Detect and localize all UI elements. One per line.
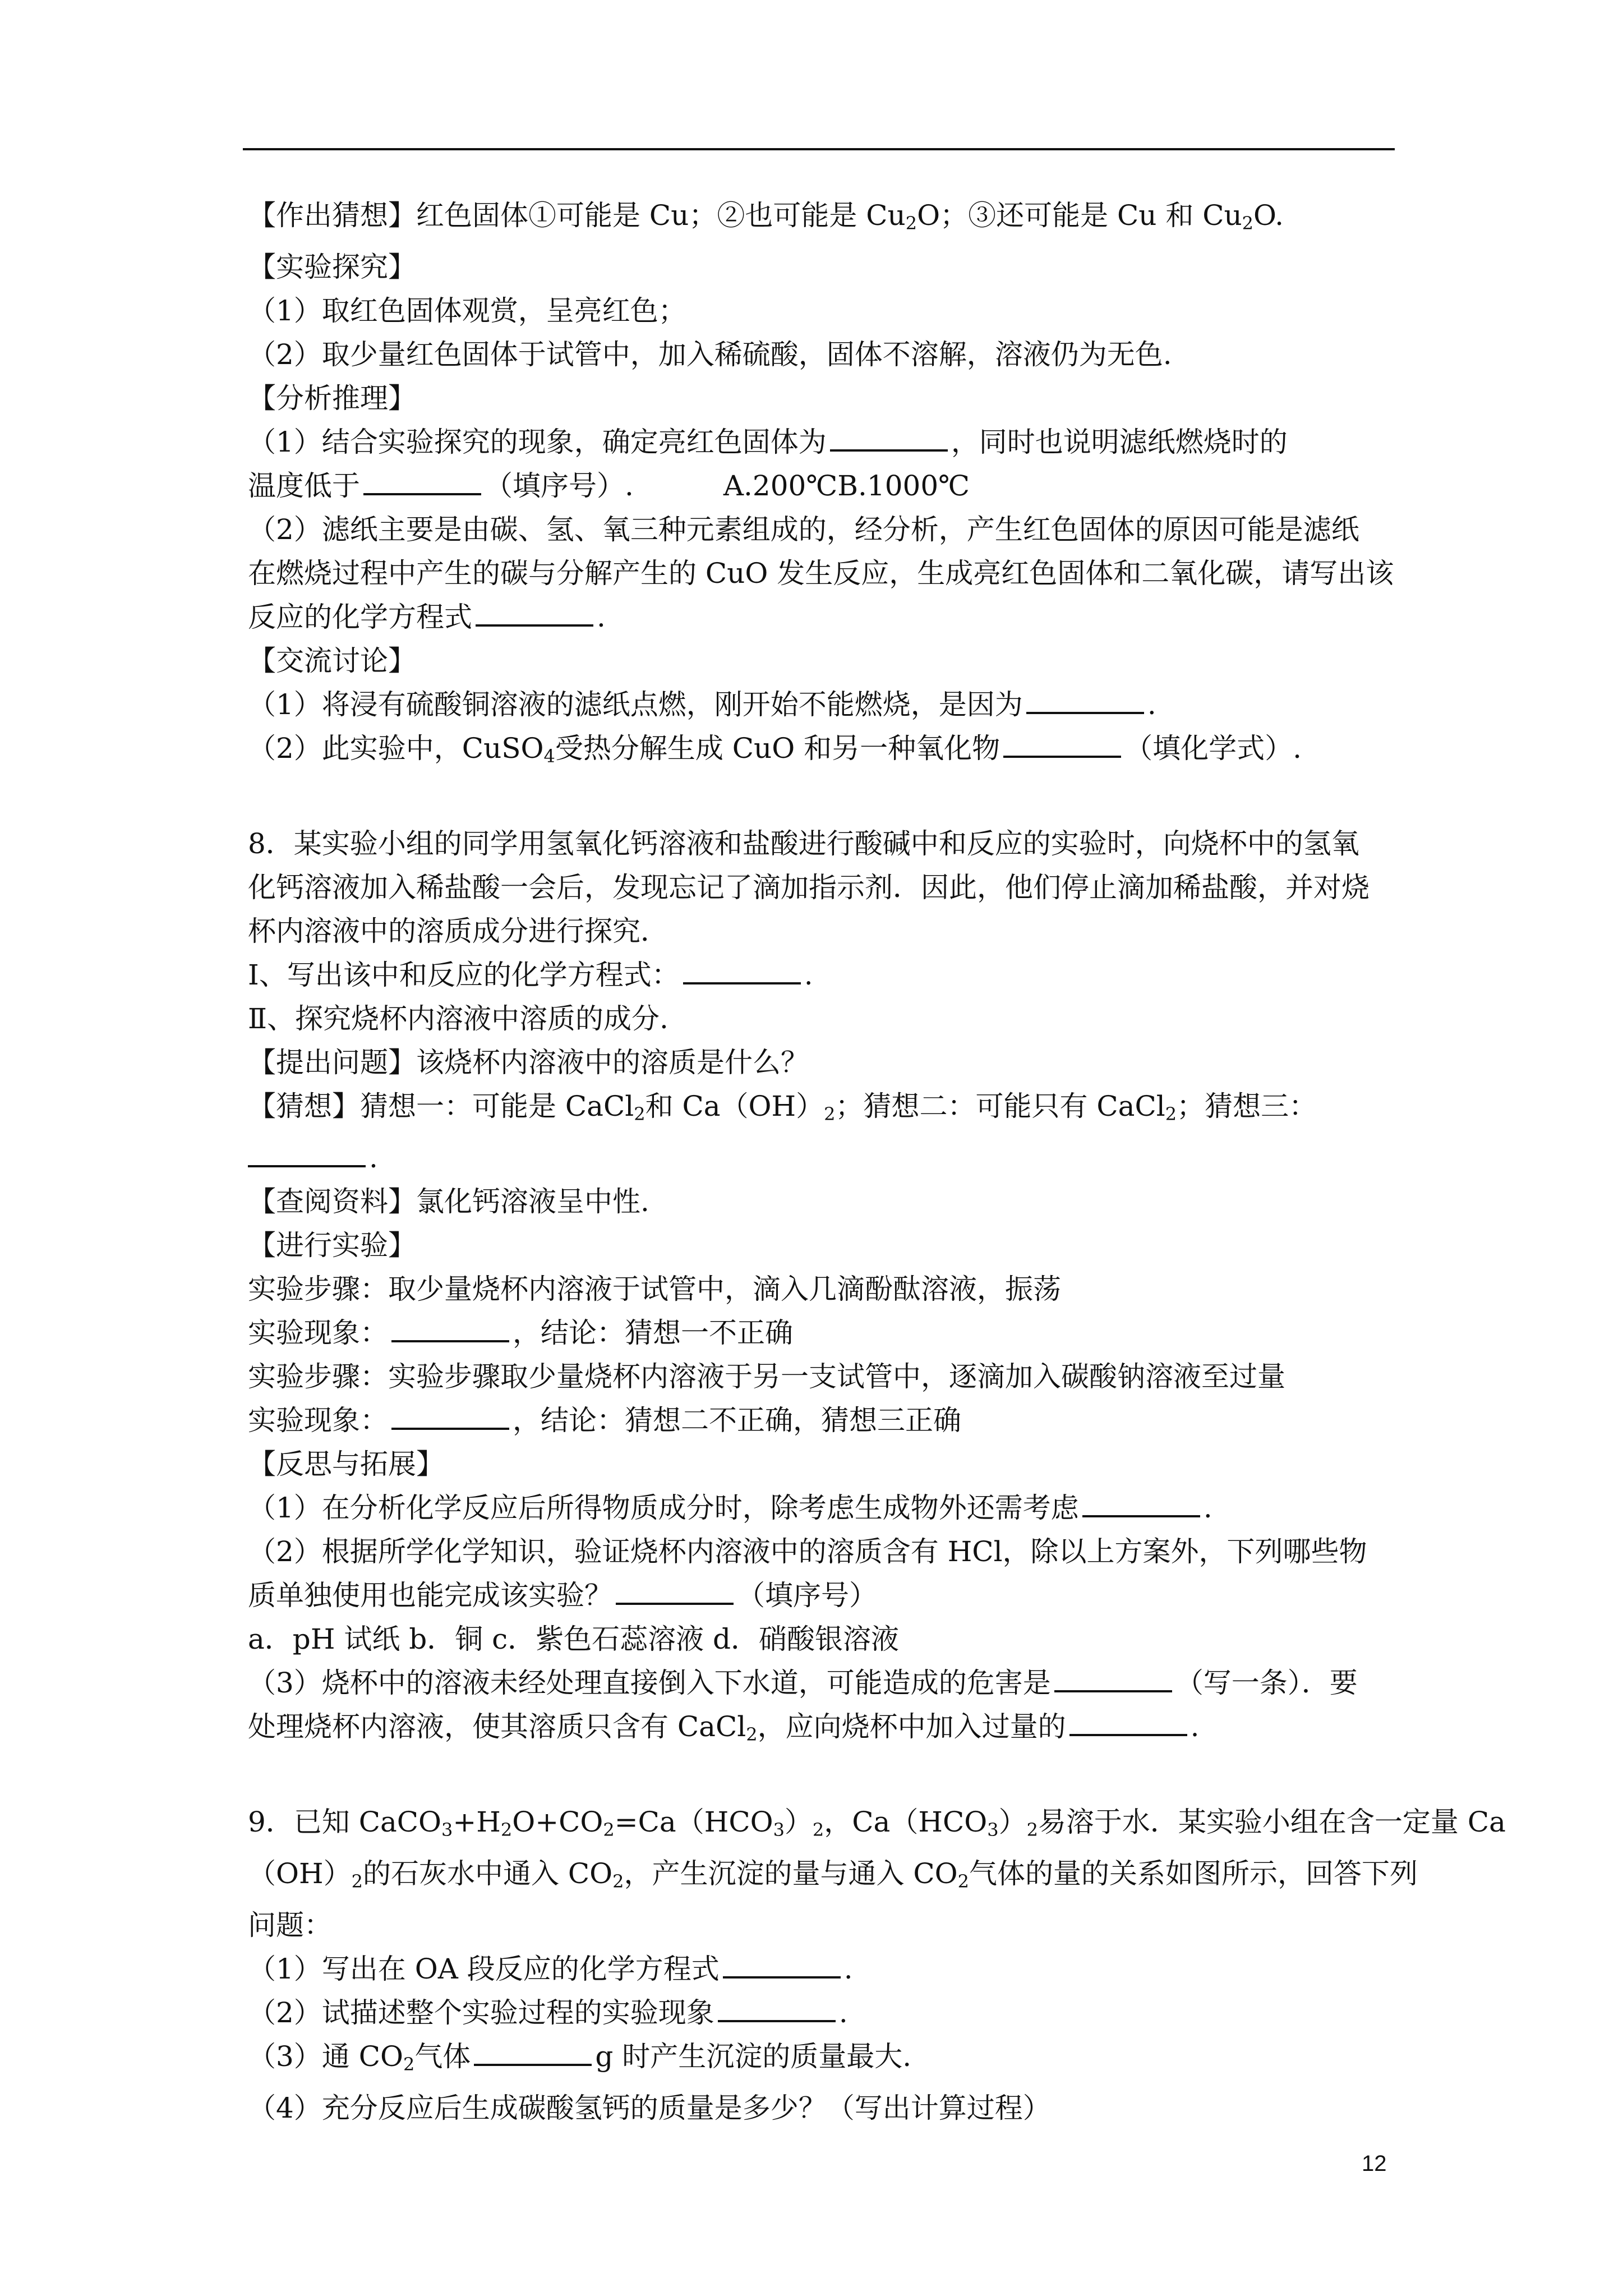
heading-discuss: 【交流讨论】 bbox=[248, 645, 416, 677]
q8-intro-1: 8．某实验小组的同学用氢氧化钙溶液和盐酸进行酸碱中和反应的实验时，向烧杯中的氢氧 bbox=[248, 827, 1359, 860]
q8-guess-3-blank bbox=[248, 1136, 1398, 1180]
subscript: 2 bbox=[500, 1819, 513, 1841]
text: 气体 bbox=[414, 2040, 471, 2073]
document-body bbox=[248, 194, 1506, 2130]
text: O. bbox=[1253, 199, 1284, 232]
text: 温度低于 bbox=[248, 470, 360, 502]
subscript: 2 bbox=[957, 1871, 969, 1892]
text: （写一条）．要 bbox=[1175, 1667, 1358, 1699]
text: 9．已知 CaCO bbox=[248, 1806, 442, 1838]
answer-blank[interactable] bbox=[1026, 711, 1144, 714]
answer-blank[interactable] bbox=[363, 492, 481, 495]
q8-reflect-2-line-2 bbox=[248, 1573, 1398, 1617]
answer-blank[interactable] bbox=[723, 1975, 841, 1978]
text: （3）通 CO bbox=[248, 2040, 403, 2073]
q8-reflect-heading: 【反思与拓展】 bbox=[248, 1448, 444, 1480]
discuss-2 bbox=[248, 726, 1398, 778]
heading-explore: 【实验探究】 bbox=[248, 251, 416, 283]
q8-intro-3: 杯内溶液中的溶质成分进行探究． bbox=[248, 915, 668, 947]
answer-blank[interactable] bbox=[1003, 754, 1121, 758]
text: （填化学式）. bbox=[1124, 732, 1302, 765]
text: （OH） bbox=[248, 1857, 352, 1890]
sec7-guess-line bbox=[248, 194, 1398, 245]
analysis-2-line-2: 在燃烧过程中产生的碳与分解产生的 CuO 发生反应，生成亮红色固体和二氧化碳，请写出该 bbox=[248, 557, 1394, 590]
subscript: 2 bbox=[603, 1819, 615, 1841]
header-rule bbox=[243, 148, 1395, 150]
explore-step-1: （1）取红色固体观赏，呈亮红色； bbox=[248, 295, 686, 327]
q9-line-3: 问题： bbox=[248, 1909, 332, 1941]
subscript: 2 bbox=[351, 1871, 363, 1892]
subscript: 2 bbox=[746, 1724, 758, 1745]
analysis-1-line-1 bbox=[248, 420, 1398, 464]
q9-sub-2 bbox=[248, 1991, 1398, 2035]
text: . bbox=[804, 959, 813, 991]
text: （1）将浸有硫酸铜溶液的滤纸点燃，刚开始不能燃烧，是因为 bbox=[248, 688, 1023, 721]
subscript: 2 bbox=[403, 2054, 415, 2075]
subscript: 2 bbox=[1026, 1819, 1038, 1841]
text: . bbox=[1203, 1492, 1212, 1524]
q8-exp-heading: 【进行实验】 bbox=[248, 1229, 416, 1262]
q8-consult: 【查阅资料】氯化钙溶液呈中性. bbox=[248, 1185, 649, 1218]
text: 质单独使用也能完成该实验？ bbox=[248, 1579, 612, 1612]
answer-blank[interactable] bbox=[391, 1339, 509, 1342]
answer-blank[interactable] bbox=[616, 1602, 734, 1605]
text: 气体的量的关系如图所示，回答下列 bbox=[969, 1857, 1418, 1890]
text: （填序号）. bbox=[485, 470, 634, 502]
text: （1）结合实验探究的现象，确定亮红色固体为 bbox=[248, 426, 827, 458]
explore-step-2: （2）取少量红色固体于试管中，加入稀硫酸，固体不溶解，溶液仍为无色. bbox=[248, 338, 1172, 371]
text: 实验现象： bbox=[248, 1317, 388, 1349]
answer-blank[interactable] bbox=[1054, 1689, 1172, 1692]
subscript: 2 bbox=[812, 1819, 824, 1841]
text: . bbox=[1147, 688, 1156, 721]
text: （2）此实验中，CuSO bbox=[248, 732, 544, 765]
text: O；③还可能是 Cu 和 Cu bbox=[917, 199, 1242, 232]
q8-reflect-2-line-1: （2）根据所学化学知识，验证烧杯内溶液中的溶质含有 HCl，除以上方案外，下列哪些物 bbox=[248, 1535, 1367, 1568]
text: （1）在分析化学反应后所得物质成分时，除考虑生成物外还需考虑 bbox=[248, 1492, 1079, 1524]
text: 的石灰水中通入 CO bbox=[362, 1857, 613, 1890]
text: Ⅰ、写出该中和反应的化学方程式： bbox=[248, 959, 680, 991]
heading-guess: 【作出猜想】 bbox=[248, 199, 416, 232]
subscript: 2 bbox=[634, 1103, 645, 1125]
answer-blank[interactable] bbox=[1082, 1514, 1200, 1517]
q8-reflect-3-line-2 bbox=[248, 1705, 1398, 1756]
text: ，结论：猜想一不正确 bbox=[513, 1317, 793, 1349]
text: ，Ca（HCO bbox=[824, 1806, 988, 1838]
q8-reflect-3-line-1 bbox=[248, 1661, 1398, 1705]
heading-analysis: 【分析推理】 bbox=[248, 382, 416, 415]
text: （2）试描述整个实验过程的实验现象 bbox=[248, 1996, 714, 2029]
section-gap bbox=[248, 1756, 1398, 1800]
text: （3）烧杯中的溶液未经处理直接倒入下水道，可能造成的危害是 bbox=[248, 1667, 1051, 1699]
answer-blank[interactable] bbox=[391, 1427, 509, 1430]
q8-step-1: 实验步骤：取少量烧杯内溶液于试管中，滴入几滴酚酞溶液，振荡 bbox=[248, 1273, 1061, 1305]
options-text: A.200℃B.1000℃ bbox=[723, 470, 970, 502]
q8-reflect-1 bbox=[248, 1486, 1398, 1530]
q9-line-2 bbox=[248, 1852, 1418, 1903]
text: 受热分解生成 CuO 和另一种氧化物 bbox=[555, 732, 1000, 765]
section-gap bbox=[248, 778, 1398, 822]
text: ） bbox=[784, 1806, 813, 1838]
analysis-2-line-3 bbox=[248, 595, 1398, 639]
text: ，结论：猜想二不正确，猜想三正确 bbox=[513, 1404, 961, 1437]
text: +H bbox=[453, 1806, 501, 1838]
q8-part-1 bbox=[248, 953, 1398, 997]
text: 实验现象： bbox=[248, 1404, 388, 1437]
answer-blank[interactable] bbox=[830, 448, 948, 452]
text: . bbox=[838, 1996, 848, 2029]
page-number: 12 bbox=[1362, 2151, 1387, 2176]
analysis-1-line-2 bbox=[248, 464, 1398, 508]
text: ，同时也说明滤纸燃烧时的 bbox=[951, 426, 1288, 458]
q8-observation-1 bbox=[248, 1311, 1398, 1355]
text: 处理烧杯内溶液，使其溶质只含有 CaCl bbox=[248, 1710, 746, 1743]
text: （填序号） bbox=[737, 1579, 877, 1612]
subscript: 2 bbox=[1165, 1103, 1177, 1125]
text: ，产生沉淀的量与通入 CO bbox=[624, 1857, 958, 1890]
q8-observation-2 bbox=[248, 1398, 1398, 1442]
q8-question: 【提出问题】该烧杯内溶液中的溶质是什么？ bbox=[248, 1046, 809, 1079]
answer-blank[interactable] bbox=[1069, 1733, 1187, 1736]
text: ；猜想二：可能只有 CaCl bbox=[835, 1090, 1165, 1122]
text: ，应向烧杯中加入过量的 bbox=[757, 1710, 1066, 1743]
text: 易溶于水．某实验小组在含一定量 Ca bbox=[1038, 1806, 1506, 1838]
text: . bbox=[843, 1953, 853, 1985]
text: 反应的化学方程式 bbox=[248, 601, 472, 633]
text: . bbox=[597, 601, 606, 633]
text: =Ca（HCO bbox=[614, 1806, 773, 1838]
q8-intro-2: 化钙溶液加入稀盐酸一会后，发现忘记了滴加指示剂．因此，他们停止滴加稀盐酸，并对烧 bbox=[248, 871, 1370, 904]
text: （1）写出在 OA 段反应的化学方程式 bbox=[248, 1953, 720, 1985]
subscript: 2 bbox=[612, 1871, 624, 1892]
answer-blank[interactable] bbox=[718, 2019, 836, 2022]
answer-blank[interactable] bbox=[476, 623, 593, 627]
text: 和 Ca（OH） bbox=[645, 1090, 824, 1122]
q8-part-2: Ⅱ、探究烧杯内溶液中溶质的成分. bbox=[248, 1002, 668, 1035]
q9-sub-3 bbox=[248, 2035, 1398, 2086]
text: . bbox=[1190, 1710, 1200, 1743]
subscript: 4 bbox=[543, 746, 555, 767]
answer-blank[interactable] bbox=[474, 2063, 592, 2066]
q8-step-2: 实验步骤：实验步骤取少量烧杯内溶液于另一支试管中，逐滴加入碳酸钠溶液至过量 bbox=[248, 1360, 1285, 1393]
text: 【猜想】猜想一：可能是 CaCl bbox=[248, 1090, 634, 1122]
text: O+CO bbox=[512, 1806, 603, 1838]
q9-sub-1 bbox=[248, 1947, 1398, 1991]
text: . bbox=[369, 1142, 378, 1174]
subscript: 2 bbox=[1242, 213, 1254, 234]
subscript: 2 bbox=[824, 1103, 836, 1125]
text: ；猜想三： bbox=[1177, 1090, 1317, 1122]
q8-options: a．pH 试纸 b．铜 c．紫色石蕊溶液 d．硝酸银溶液 bbox=[248, 1623, 900, 1655]
text: g 时产生沉淀的质量最大. bbox=[595, 2040, 912, 2073]
text: ） bbox=[998, 1806, 1027, 1838]
answer-blank[interactable] bbox=[683, 981, 801, 984]
text: 红色固体①可能是 Cu；②也可能是 Cu bbox=[416, 199, 906, 232]
q9-sub-4: （4）充分反应后生成碳酸氢钙的质量是多少？（写出计算过程） bbox=[248, 2092, 1051, 2124]
subscript: 3 bbox=[773, 1819, 785, 1841]
answer-blank[interactable] bbox=[248, 1164, 366, 1167]
subscript: 3 bbox=[987, 1819, 999, 1841]
discuss-1 bbox=[248, 683, 1398, 726]
analysis-2-line-1: （2）滤纸主要是由碳、氢、氧三种元素组成的，经分析，产生红色固体的原因可能是滤纸 bbox=[248, 513, 1359, 546]
q9-line-1 bbox=[248, 1800, 1506, 1852]
q8-guess bbox=[248, 1084, 1398, 1136]
subscript: 3 bbox=[441, 1819, 453, 1841]
subscript: 2 bbox=[905, 213, 917, 234]
